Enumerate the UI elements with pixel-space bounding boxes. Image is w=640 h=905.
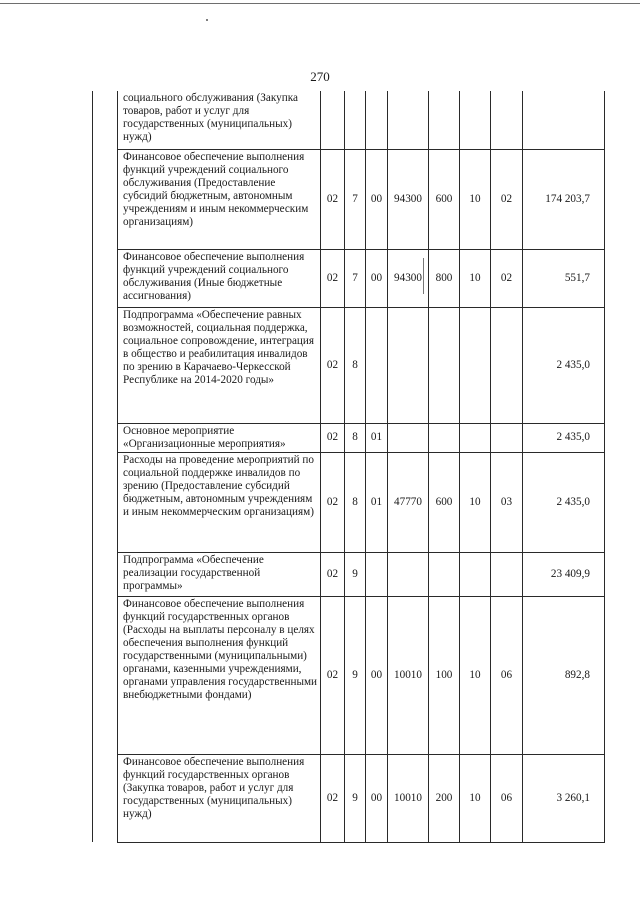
table-row	[93, 596, 605, 754]
row-description: социального обслуживания (Закупка товаров, работ и услуг для государственных (муниципальных) нужд)	[118, 91, 321, 149]
code-cell-4: 47770	[388, 452, 429, 552]
code-cell-3	[366, 307, 388, 423]
amount-cell	[523, 91, 605, 149]
stub-cell	[93, 452, 118, 552]
code-cell-5: 100	[429, 596, 460, 754]
code-cell-4	[388, 423, 429, 452]
amount-cell: 23 409,9	[523, 552, 605, 596]
code-cell-1: 02	[321, 307, 345, 423]
stub-cell	[93, 91, 118, 149]
code-cell-6: 10	[460, 149, 491, 249]
code-cell-2: 8	[345, 423, 366, 452]
table-row	[93, 149, 605, 249]
code-cell-2: 9	[345, 552, 366, 596]
row-description: Основное мероприятие «Организационные мероприятия»	[118, 423, 321, 452]
stub-cell	[93, 307, 118, 423]
code-cell-4	[388, 307, 429, 423]
code-cell-1: 02	[321, 149, 345, 249]
amount-cell: 2 435,0	[523, 307, 605, 423]
table-row	[93, 91, 605, 149]
code-cell-2: 7	[345, 149, 366, 249]
code-cell-2: 8	[345, 307, 366, 423]
code-cell-5	[429, 307, 460, 423]
code-cell-4	[388, 552, 429, 596]
stub-cell	[93, 552, 118, 596]
code-cell-3: 00	[366, 596, 388, 754]
code-cell-3: 00	[366, 249, 388, 307]
code-cell-4: 94300	[388, 149, 429, 249]
table-row	[93, 423, 605, 452]
code-cell-4	[388, 91, 429, 149]
code-cell-2: 9	[345, 596, 366, 754]
code-cell-7	[491, 91, 523, 149]
code-cell-7	[491, 423, 523, 452]
code-cell-5	[429, 552, 460, 596]
scan-top-edge	[0, 3, 640, 4]
code-cell-2	[345, 91, 366, 149]
row-description: Подпрограмма «Обеспечение реализации государственной программы»	[118, 552, 321, 596]
code-cell-1: 02	[321, 552, 345, 596]
code-cell-7: 02	[491, 249, 523, 307]
code-cell-5: 600	[429, 149, 460, 249]
code-cell-1: 02	[321, 596, 345, 754]
table-row	[93, 307, 605, 423]
code-cell-6	[460, 423, 491, 452]
code-cell-3: 01	[366, 423, 388, 452]
code-cell-3	[366, 91, 388, 149]
row-description: Расходы на проведение мероприятий по социальной поддержке инвалидов по зрению (Предоставление субсидий бюджетным, автономным учреждениям и иным некоммерческим организациям)	[118, 452, 321, 552]
code-cell-1: 02	[321, 423, 345, 452]
amount-cell: 174 203,7	[523, 149, 605, 249]
code-cell-1: 02	[321, 452, 345, 552]
code-cell-2: 8	[345, 452, 366, 552]
code-cell-7: 06	[491, 596, 523, 754]
code-cell-5	[429, 91, 460, 149]
row-description: Финансовое обеспечение выполнения функций государственных органов (Расходы на выплаты персоналу в целях обеспечения выполнения функций государственными (муниципальными) органами, казенными учреждениями, органами управления государственными внебюджетными фондами)	[118, 596, 321, 754]
scan-mark	[423, 258, 424, 294]
code-cell-1: 02	[321, 249, 345, 307]
row-description: Финансовое обеспечение выполнения функций учреждений социального обслуживания (Предоставление субсидий бюджетным, автономным учреждениям и иным некоммерческим организациям)	[118, 149, 321, 249]
code-cell-4: 10010	[388, 596, 429, 754]
code-cell-7: 02	[491, 149, 523, 249]
stub-cell	[93, 149, 118, 249]
code-cell-6	[460, 307, 491, 423]
amount-cell: 2 435,0	[523, 452, 605, 552]
table-row	[93, 754, 605, 842]
stub-cell	[93, 423, 118, 452]
code-cell-5: 200	[429, 754, 460, 842]
code-cell-6	[460, 91, 491, 149]
amount-cell: 551,7	[523, 249, 605, 307]
stub-cell	[93, 596, 118, 754]
code-cell-7	[491, 307, 523, 423]
stub-cell	[93, 249, 118, 307]
amount-cell: 892,8	[523, 596, 605, 754]
code-cell-3	[366, 552, 388, 596]
code-cell-4: 94300	[388, 249, 429, 307]
row-description: Финансовое обеспечение выполнения функций учреждений социального обслуживания (Иные бюджетные ассигнования)	[118, 249, 321, 307]
row-description: Подпрограмма «Обеспечение равных возможностей, социальная поддержка, социальное сопровождение, интеграция в общество и реабилитация инвалидов по зрению в Карачаево-Черкесской Республике на 2014-2020 годы»	[118, 307, 321, 423]
code-cell-5: 800	[429, 249, 460, 307]
code-cell-7: 03	[491, 452, 523, 552]
table-row	[93, 452, 605, 552]
code-cell-5: 600	[429, 452, 460, 552]
code-cell-7	[491, 552, 523, 596]
code-cell-2: 9	[345, 754, 366, 842]
page-number: 270	[310, 69, 330, 84]
code-cell-6: 10	[460, 249, 491, 307]
code-cell-6: 10	[460, 452, 491, 552]
code-cell-3: 00	[366, 754, 388, 842]
code-cell-3: 00	[366, 149, 388, 249]
code-cell-4: 10010	[388, 754, 429, 842]
amount-cell: 2 435,0	[523, 423, 605, 452]
table-row	[93, 249, 605, 307]
code-cell-1: 02	[321, 754, 345, 842]
code-cell-3: 01	[366, 452, 388, 552]
amount-cell: 3 260,1	[523, 754, 605, 842]
code-cell-6	[460, 552, 491, 596]
budget-table	[92, 91, 605, 843]
code-cell-1	[321, 91, 345, 149]
scan-speck	[206, 19, 208, 21]
stub-cell	[93, 754, 118, 842]
table-row	[93, 552, 605, 596]
code-cell-6: 10	[460, 754, 491, 842]
code-cell-5	[429, 423, 460, 452]
code-cell-2: 7	[345, 249, 366, 307]
code-cell-6: 10	[460, 596, 491, 754]
code-cell-7: 06	[491, 754, 523, 842]
row-description: Финансовое обеспечение выполнения функций государственных органов (Закупка товаров, работ и услуг для государственных (муниципальных) нужд)	[118, 754, 321, 842]
